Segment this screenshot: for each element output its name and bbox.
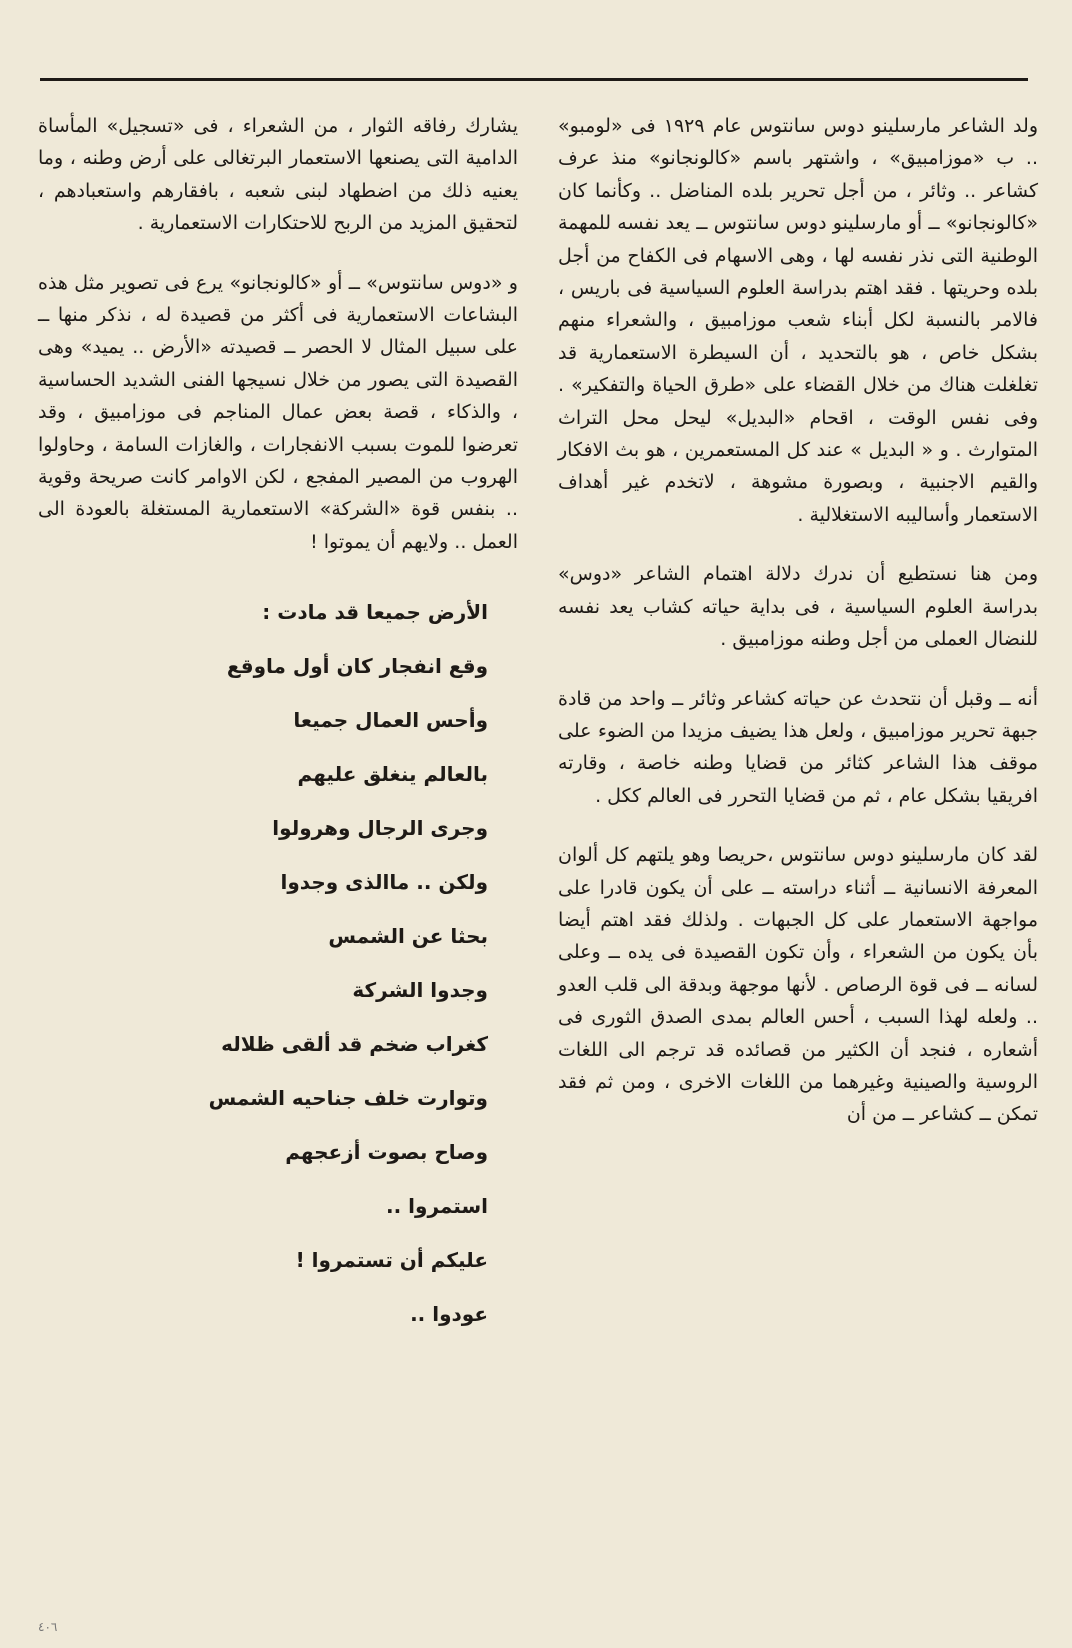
paragraph: ولد الشاعر مارسلينو دوس سانتوس عام ١٩٢٩ فى «لومبو» .. ب «موزامبيق» ، واشتهر باسم «كالونجانو» منذ عرف كشاعر .. وثائر ، من أجل تحرير بلده المناضل .. وكأنما كان «كالونجانو» ــ أو مارسلينو دوس سانتوس ــ يعد نفسه للمهمة الوطنية التى نذر نفسه لها ، وهى الاسهام فى الكفاح من أجل بلده وحريتها . فقد اهتم بدراسة العلوم السياسية فى باريس ، فالامر بالنسبة لكل أبناء شعب موزامبيق ، والشعراء منهم بشكل خاص ، هو بالتحديد ، أن السيطرة الاستعمارية قد تغلغلت هناك من خلال القضاء على «طرق الحياة والتفكير» . وفى نفس الوقت ، اقحام «البديل» ليحل محل التراث المتوارث . و « البديل » عند كل المستعمرين ، هو بث الافكار والقيم الاجنبية ، وبصورة مشوهة ، لاتخدم غير أهداف الاستعمار وأساليبه الاستغلالية .: [558, 115, 1038, 526]
poem-line: وأحس العمال جميعا: [293, 708, 488, 733]
paragraph: يشارك رفاقه الثوار ، من الشعراء ، فى «تسجيل» المأساة الدامية التى يصنعها الاستعمار البرتغالى على أرض وطنه ، وما يعنيه ذلك من اضطهاد لبنى شعبه ، بافقارهم واستعبادهم ، لتحقيق المزيد من الربح للاحتكارات الاستعمارية .: [38, 115, 518, 235]
poem-line: بحثا عن الشمس: [328, 924, 488, 949]
poem-line: استمروا ..: [386, 1194, 488, 1219]
paragraph: لقد كان مارسلينو دوس سانتوس ،حريصا وهو يلتهم كل ألوان المعرفة الانسانية ــ أثناء دراسته ــ على أن يكون قادرا على مواجهة الاستعمار على كل الجبهات . ولذلك فقد اهتم أيضا بأن يكون من الشعراء ، وأن تكون القصيدة فى يده ــ وعلى لسانه ــ فى قوة الرصاص . لأنها موجهة وبدقة الى قلب العدو .. ولعله لهذا السبب ، أحس العالم بمدى الصدق الثورى فى أشعاره ، فنجد أن الكثير من قصائده قد ترجم الى اللغات الروسية والصينية وغيرهما من اللغات الاخرى ، ومن ثم فقد تمكن ــ كشاعر ــ من أن: [558, 844, 1038, 1126]
poem-line: وصاح بصوت أزعجهم: [285, 1140, 488, 1165]
poem-line: وقع انفجار كان أول ماوقع: [226, 654, 488, 679]
poem-line: عودوا ..: [410, 1302, 488, 1327]
poem-line: الأرض جميعا قد مادت :: [262, 600, 488, 625]
poem: [38, 585, 518, 1341]
paragraph: أنه ــ وقبل أن نتحدث عن حياته كشاعر وثائر ــ واحد من قادة جبهة تحرير موزامبيق ، ولعل هذا يضيف مزيدا من الضوء على موقف هذا الشاعر كثائر من قضايا وطنه خاصة ، وقارته افريقيا بشكل عام ، ثم من قضايا التحرر فى العالم ككل .: [558, 687, 1038, 807]
top-rule: [40, 78, 1028, 81]
poem-line: كغراب ضخم قد ألقى ظلاله: [221, 1032, 488, 1057]
poem-line: وجرى الرجال وهرولوا: [272, 816, 488, 841]
poem-line: ولكن .. ماالذى وجدوا: [280, 870, 488, 895]
poem-line: عليكم أن تستمروا !: [295, 1248, 488, 1273]
paragraph: و «دوس سانتوس» ــ أو «كالونجانو» يرع فى تصوير مثل هذه البشاعات الاستعمارية فى أكثر من قصيدة له ، نذكر منها ــ على سبيل المثال لا الحصر ــ قصيدته «الأرض .. يميد» وهى القصيدة التى يصور من خلال نسيجها الفنى الشديد الحساسية ، والذكاء ، قصة بعض عمال المناجم فى موزامبيق ، وقد تعرضوا للموت بسبب الانفجارات ، والغازات السامة ، وحاولوا الهروب من المصير المفجع ، لكن الاوامر كانت صريحة وقوية .. بنفس قوة «الشركة» الاستعمارية المستغلة بالعودة الى العمل .. ولايهم أن يموتوا !: [38, 271, 518, 553]
poem-line: بالعالم ينغلق عليهم: [297, 762, 488, 787]
poem-line: وجدوا الشركة: [352, 978, 488, 1003]
paragraph: ومن هنا نستطيع أن ندرك دلالة اهتمام الشاعر «دوس» بدراسة العلوم السياسية ، فى بداية حياته كشاب يعد نفسه للنضال العملى من أجل وطنه موزامبيق .: [558, 563, 1038, 651]
right-column: [558, 110, 1038, 1158]
left-column: [38, 110, 518, 1341]
poem-line: وتوارت خلف جناحيه الشمس: [208, 1086, 488, 1111]
page-number: ٤٠٦: [38, 1620, 58, 1634]
